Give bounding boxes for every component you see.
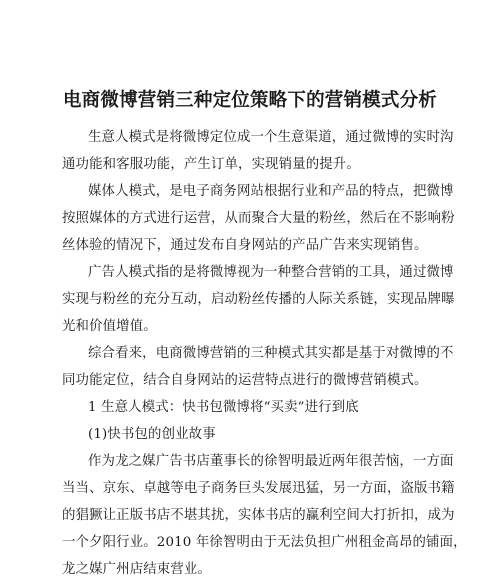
section-heading: 1 生意人模式：快书包微博将“买卖”进行到底 <box>88 400 359 415</box>
document-body <box>62 124 467 583</box>
text-line: 媒体人模式，是电子商务网站根据行业和产品的特点，把微博 <box>88 184 454 199</box>
text-line: 龙之媒广州店结束营业。 <box>62 562 211 577</box>
text-line: 作为龙之媒广告书店董事长的徐智明最近两年很苦恼，一方面 <box>88 454 454 469</box>
text-line: 丝体验的情况下，通过发布自身网站的产品广告来实现销售。 <box>62 238 428 253</box>
document-title: 电商微博营销三种定位策略下的营销模式分析 <box>62 90 437 111</box>
text-line: 当当、京东、卓越等电子商务巨头发展迅猛，另一方面，盗版书籍 <box>62 481 455 496</box>
subsection-heading: (1)快书包的创业故事 <box>88 427 216 442</box>
text-line: 同功能定位，结合自身网站的运营特点进行的微博营销模式。 <box>62 373 428 388</box>
text-line: 广告人模式指的是将微博视为一种整合营销的工具，通过微博 <box>88 265 454 280</box>
text-line: 实现与粉丝的充分互动，启动粉丝传播的人际关系链，实现品牌曝 <box>62 292 455 307</box>
text-line: 一个夕阳行业。2010 年徐智明由于无法负担广州租金高昂的铺面， <box>62 535 467 550</box>
text-line: 综合看来，电商微博营销的三种模式其实都是基于对微博的不 <box>88 346 454 361</box>
text-line: 生意人模式是将微博定位成一个生意渠道，通过微博的实时沟 <box>88 130 454 145</box>
text-line: 光和价值增值。 <box>62 319 157 334</box>
text-line: 通功能和客服功能，产生订单，实现销量的提升。 <box>62 157 360 172</box>
text-line: 的猖獗让正版书店不堪其扰，实体书店的赢利空间大打折扣，成为 <box>62 508 455 523</box>
text-line: 按照媒体的方式进行运营，从而聚合大量的粉丝，然后在不影响粉 <box>62 211 455 226</box>
